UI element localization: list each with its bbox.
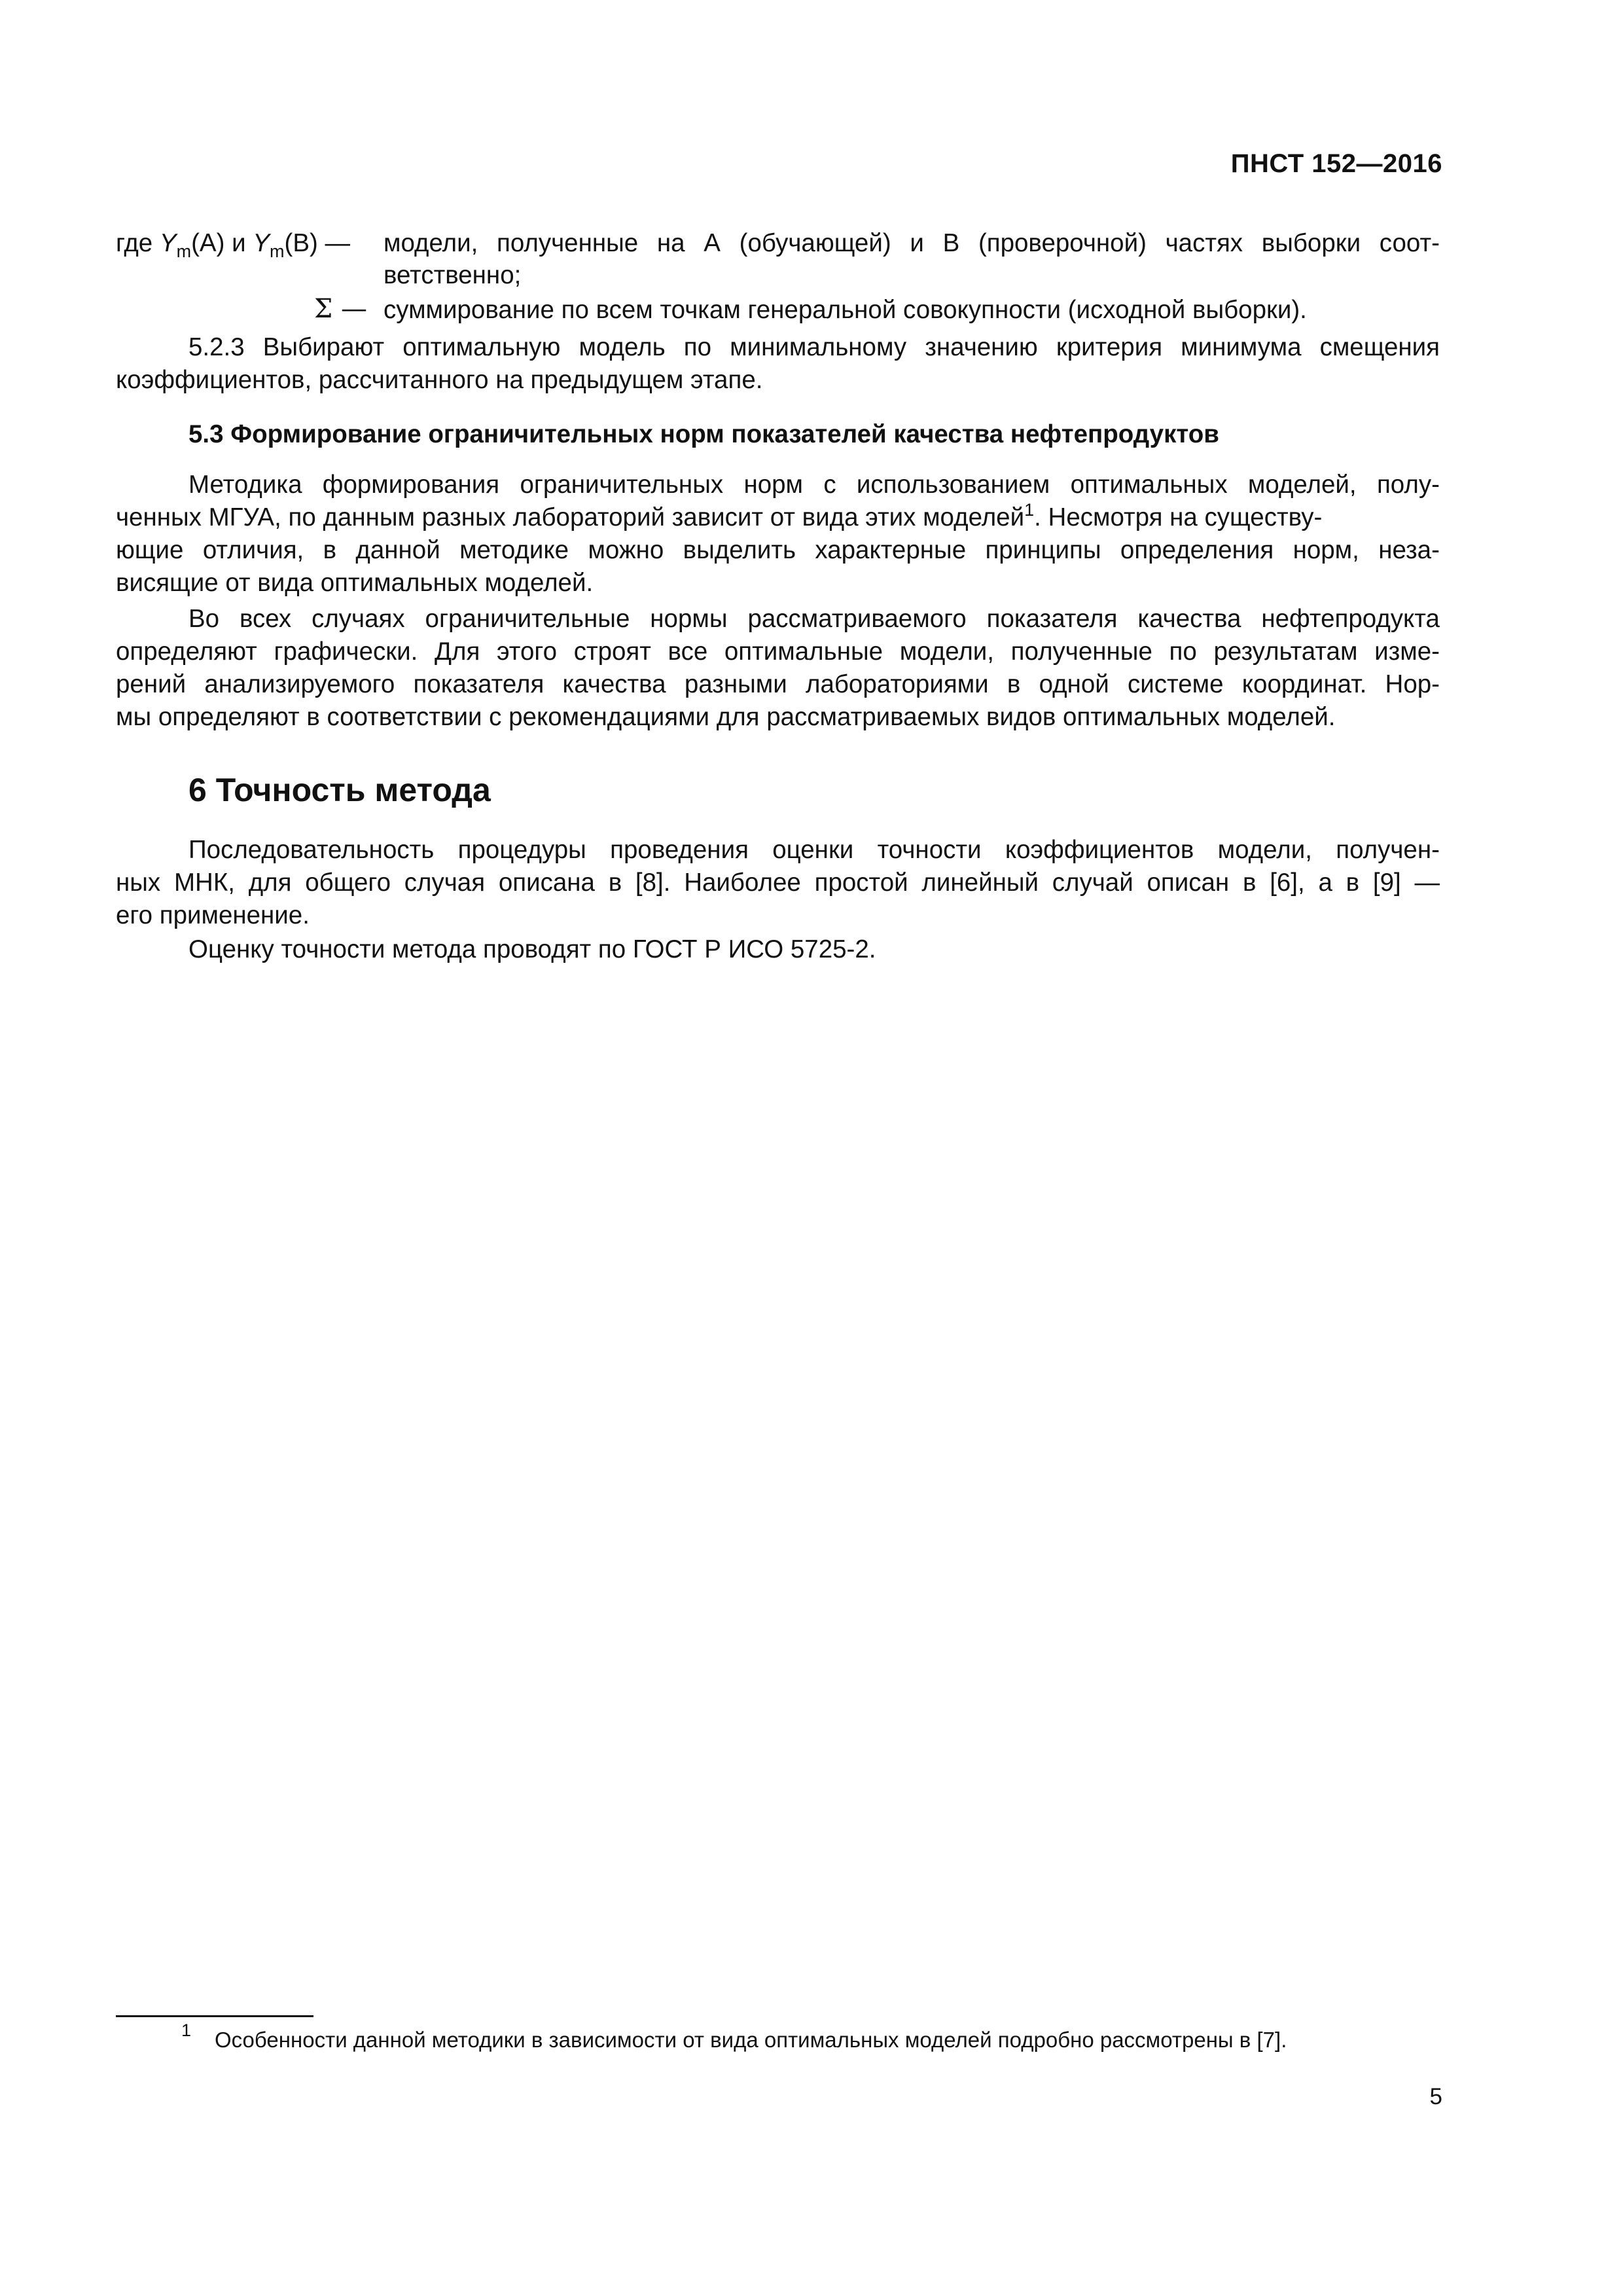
word: минимума [1181,333,1302,361]
word: случая [404,869,486,897]
footnote-separator [116,2015,313,2017]
word: нефтепродукта [1261,605,1440,633]
word: методике [459,536,569,564]
word: получен- [1336,836,1440,864]
word: ограничительных [520,471,724,499]
where-word: где [116,229,153,257]
word: точности [877,836,982,864]
word: описана [498,869,595,897]
word: в [1007,670,1021,698]
section-6-p2: Оценку точности метода проводят по ГОСТ Р ИСО 5725-2. [188,935,876,963]
word: — [1414,869,1440,897]
word: оптимальных [1070,471,1228,499]
section-5-3-p2-line4: мы определяют в соответствии с рекомендациями для рассматриваемых видов оптимальных моделей. [116,703,1336,731]
word: оптимальные [724,637,883,666]
definition-sigma-description: суммирование по всем точкам генеральной совокупности (исходной выборки). [383,296,1307,324]
word: случай [1052,869,1133,897]
word: [9] [1372,869,1401,897]
word: изме- [1374,637,1440,666]
footnote-mark: 1 [181,2020,192,2040]
word: Наиболее [684,869,801,897]
word: модели, [383,229,478,257]
section-6-p1-line1 [188,838,1440,863]
word: выборки [1261,229,1361,257]
ym-a-argument: (A) и [191,229,253,257]
word: по [1169,637,1197,666]
footnote-reference[interactable]: 1 [1024,500,1035,520]
word: принципы [985,536,1101,564]
word: данной [355,536,440,564]
word: оценки [772,836,854,864]
ym-a-symbol: Y [159,229,177,257]
word: критерия [1056,333,1163,361]
section-5-3-p2-line2 [116,639,1440,665]
word: модели, [1217,836,1312,864]
word: рассматриваемого [747,605,967,633]
word: коэффициентов [1005,836,1194,864]
word: полученные [1010,637,1152,666]
word: норм [743,471,803,499]
section-5-3-p1-line3 [116,538,1440,564]
word: лабораториями [806,670,989,698]
section-5-3-p2-line1 [188,607,1440,632]
word: анализируемого [204,670,395,698]
section-6-p1-line3: его применение. [116,901,310,929]
para-5-2-3-line1 [188,335,1440,361]
word: норм, [1293,536,1359,564]
section-5-3-p1-line4: висящие от вида оптимальных моделей. [116,569,594,597]
word: Во [188,605,220,633]
word: 5.2.3 [188,333,245,361]
word: определения [1120,536,1274,564]
word: в [323,536,337,564]
word: случаях [312,605,405,633]
word: [8]. [635,869,671,897]
word: B [942,229,960,257]
word: определяют [116,637,257,666]
word: оптимальную [402,333,561,361]
word: качества [562,670,666,698]
definition-ym-terms [116,229,351,261]
word: общего [305,869,391,897]
word: соот- [1379,229,1440,257]
word: модели, [899,637,995,666]
word: неза- [1378,536,1440,564]
word: системе [1128,670,1224,698]
word: одной [1039,670,1109,698]
word: моделей, [1247,471,1357,499]
word: всех [240,605,292,633]
word: в [1242,869,1257,897]
word: Выбирают [262,333,385,361]
word: нормы [650,605,728,633]
word: разными [684,670,787,698]
section-6-p1-line2 [116,870,1440,896]
word: частях [1165,229,1243,257]
word: этого [497,637,558,666]
word: Для [434,637,480,666]
section-6-heading: 6 Точность метода [188,772,491,808]
word: качества [1137,605,1241,633]
word: простой [814,869,908,897]
word: показателя [413,670,544,698]
ym-b-subscript: m [270,242,285,261]
word: проведения [610,836,749,864]
word: Методика [188,471,302,499]
definition-ym-description-line2: ветственно; [383,261,522,289]
word: рений [116,670,187,698]
word: полу- [1376,471,1440,499]
section-5-3-p1-line2: ченных МГУА, по данным разных лабораторий зависит от вида этих моделей$^1$. Несмотря на существу- [116,500,1323,531]
word: использованием [856,471,1050,499]
word: координат. [1241,670,1367,698]
para-5-2-3-line2: коэффициентов, рассчитанного на предыдущем этапе. [116,366,763,394]
word: по [683,333,712,361]
word: можно [588,536,664,564]
word: а [1318,869,1332,897]
word: характерные [815,536,967,564]
word: ограничительные [425,605,630,633]
word: значению [925,333,1038,361]
word: линейный [921,869,1039,897]
ym-b-symbol: Y [253,229,270,257]
word: строят [573,637,651,666]
word: ющие [116,536,184,564]
word: ных [116,869,161,897]
word: отличия, [202,536,304,564]
sigma-symbol: Σ — [314,294,367,324]
word: [6], [1270,869,1305,897]
ym-a-subscript: m [176,242,192,261]
footnote-text: Особенности данной методики в зависимости от вида оптимальных моделей подробно рассмотрены в [7]. [215,2028,1287,2052]
word: модель [579,333,666,361]
word: смещения [1319,333,1440,361]
word: процедуры [457,836,586,864]
word: все [668,637,708,666]
word: в [608,869,622,897]
document-code: ПНСТ 152—2016 [1230,149,1442,178]
word: графически. [274,637,418,666]
word: МНК, [173,869,235,897]
word: формирования [322,471,500,499]
word: полученные [497,229,639,257]
word: показателя [986,605,1118,633]
word: для [248,869,292,897]
ym-b-argument: (B) — [284,229,351,257]
word: и [910,229,924,257]
word: Последовательность [188,836,435,864]
word: минимальному [730,333,907,361]
word: описан [1147,869,1230,897]
word: (проверочной) [978,229,1147,257]
word: выделить [683,536,796,564]
section-5-3-p1-line1 [188,473,1440,498]
word: A [704,229,721,257]
section-5-3-p2-line3 [116,672,1440,698]
word: (обучающей) [739,229,891,257]
word: Нор- [1385,670,1440,698]
definition-ym-description-line1 [383,231,1440,257]
word: с [823,471,836,499]
word: результатам [1213,637,1358,666]
page-number: 5 [1429,2084,1442,2109]
word: в [1346,869,1360,897]
section-5-3-heading: 5.3 Формирование ограничительных норм показателей качества нефтепродуктов [188,420,1219,448]
word: на [656,229,685,257]
